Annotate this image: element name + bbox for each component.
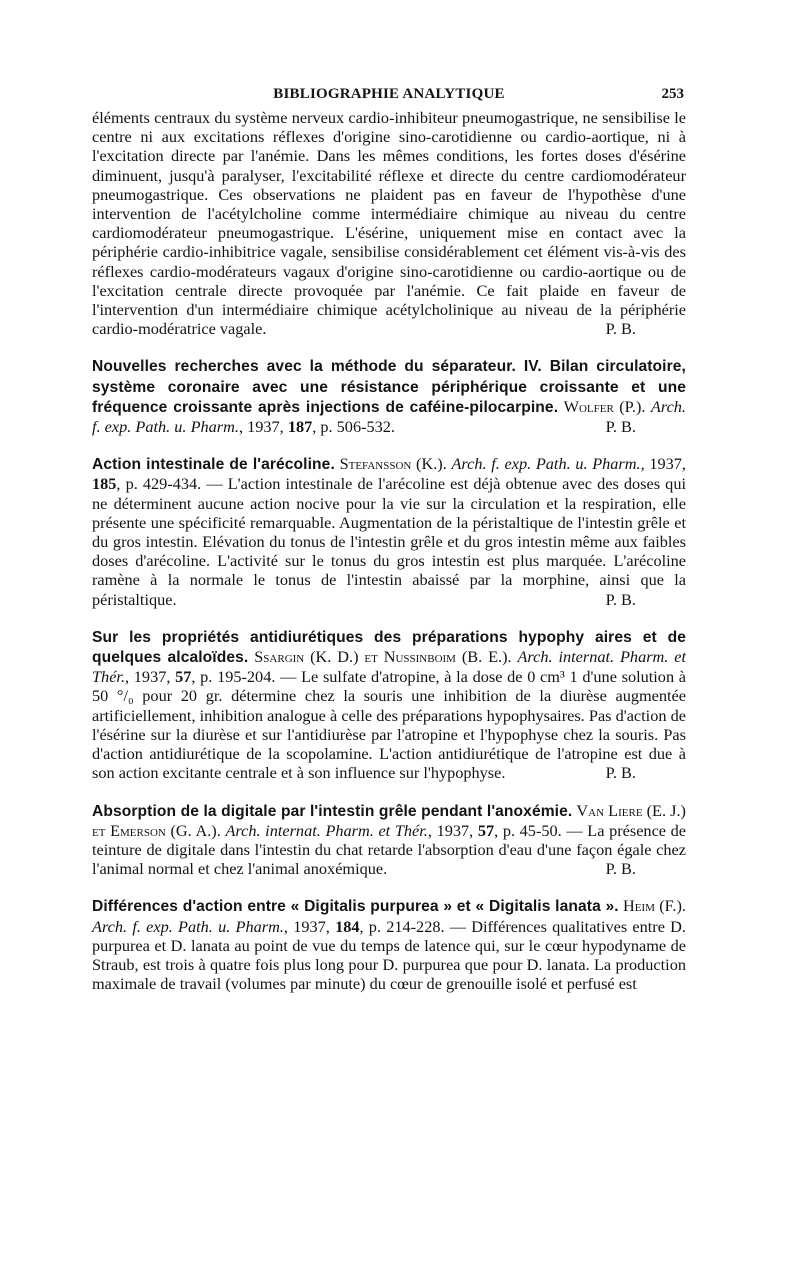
entry-volume: 187 xyxy=(287,417,313,437)
entry-year: , 1937, xyxy=(125,667,176,687)
entry-volume: 184 xyxy=(335,916,360,936)
entry-pages: , p. 214-228. xyxy=(359,916,445,936)
bibliography-entry xyxy=(92,896,686,993)
bibliography-entry xyxy=(92,801,686,879)
running-header xyxy=(92,82,686,106)
entry-title: Action intestinale de l'arécoline. xyxy=(92,456,335,474)
entry-volume: 57 xyxy=(175,667,192,687)
entry-pages: , p. 45-50. xyxy=(494,820,562,840)
running-title: BIBLIOGRAPHIE ANALYTIQUE xyxy=(273,86,505,102)
entry-title: Différences d'action entre « Digitalis purpurea » et « Digitalis lanata ». xyxy=(92,898,619,916)
entry-pages: , p. 506-532. xyxy=(312,417,395,437)
entry-journal: Arch. internat. Pharm. et Thér. xyxy=(225,820,428,840)
entry-authors: Ssargin (K. D.) et Nussinboim (B. E.). xyxy=(254,647,512,667)
entry-journal: Arch. internat. Pharm. et Thér. xyxy=(92,647,687,687)
entry-year: , 1937, xyxy=(427,820,478,840)
entry-journal: Arch. f. exp. Path. u. Pharm. xyxy=(451,454,641,474)
entry-signature: P. B. xyxy=(605,763,636,783)
entry-authors: Van Liere (E. J.) et Emerson (G. A.). xyxy=(92,800,686,840)
entry-year: , 1937, xyxy=(640,454,686,474)
page xyxy=(92,82,686,993)
bibliography-entry xyxy=(92,627,686,783)
entry-authors: Heim (F.). xyxy=(623,896,686,916)
entry-year: , 1937, xyxy=(283,916,336,936)
continuation-text: éléments centraux du système nerveux cardio-inhibiteur pneumogastrique, ne sensibilise le centre ni aux excitations réflexes d'origine sino-carotidienne ou cardio-aortique, ni à l'excitation directe par l'anémie. Dans les mêmes conditions, les fortes doses d'ésérine diminuent, jusqu'à paralyser, l'excitabilité réflexe et directe du centre cardiomodérateur pneumogastrique. Ces observations ne plaident pas en faveur de l'hypothèse d'une intervention de l'acétylcholine comme intermédiaire chimique au niveau du centre cardiomodérateur pneumogastrique. L'ésérine, uniquement mise en contact avec la périphérie cardio-inhibitrice vagale, sensibilise considérablement cet élément vis-à-vis des réflexes cardio-modérateurs vagaux d'origine sino-carotidienne ou cardio-aortique ou de l'excitation centrale directe provoquée par l'anémie. Ce fait plaide en faveur de l'intervention d'un intermédiaire chimique acétylcholinique au niveau de la périphérie cardio-modératrice vagale. xyxy=(92,108,686,339)
entry-pages: , p. 195-204. xyxy=(191,667,276,687)
entry-pages: , p. 429-434. xyxy=(116,474,202,494)
entry-body: — La présence de teinture de digitale dans l'intestin du chat retarde l'absorption d'eau d'une façon égale chez l'animal normal et chez l'animal anoxémique. xyxy=(92,820,687,879)
entry-title: Sur les propriétés antidiurétiques des préparations hypophy aires et de quelques alcaloïdes. xyxy=(92,628,686,667)
entry-authors: Wolfer (P.). xyxy=(563,396,646,416)
entry-year: , 1937, xyxy=(238,417,288,437)
entry-authors: Stefansson (K.). xyxy=(339,454,447,474)
entry-volume: 185 xyxy=(92,474,117,494)
entry-signature: P. B. xyxy=(605,589,636,609)
continuation-signature: P. B. xyxy=(605,319,636,339)
entry-signature: P. B. xyxy=(605,859,636,879)
bibliography-entry xyxy=(92,454,686,609)
entry-signature: P. B. xyxy=(605,417,636,437)
entry-title: Nouvelles recherches avec la méthode du séparateur. IV. Bilan circulatoire, système coronaire avec une résistance périphérique croissante et une fréquence croissante après injections de caféine-pilocarpine. xyxy=(92,358,686,416)
continuation-paragraph xyxy=(92,108,686,338)
entry-body: — L'action intestinale de l'arécoline est déjà obtenue avec des doses qui ne déterminent aucune action nocive pour la vie sur la circulation et la respiration, elle présente une spécificité remarquable. Augmentation de la péristaltique de l'intestin grêle et du gros intestin. Elévation du tonus de l'intestin grêle et du gros intestin même aux faibles doses d'arécoline. L'activité sur le tonus du gros intestin est plus marquée. L'arécoline ramène à la normale le tonus de l'intestin abaissé par la morphine, ainsi que la péristaltique. xyxy=(92,474,686,609)
entry-journal: Arch. f. exp. Path. u. Pharm. xyxy=(92,916,284,936)
entry-journal: Arch. f. exp. Path. u. Pharm. xyxy=(92,396,687,437)
page-number: 253 xyxy=(661,86,684,102)
entry-volume: 57 xyxy=(477,820,495,840)
entry-body: — Différences qualitatives entre D. purpurea et D. lanata au point de vue du temps de latence qui, sur le cœur hypodyname de Straub, est trois à quatre fois plus long pour D. purpurea que pour D. lanata. La production maximale de travail (volumes par minute) du cœur de grenouille isolé et perfusé est xyxy=(92,916,686,994)
entry-title: Absorption de la digitale par l'intestin grêle pendant l'anoxémie. xyxy=(92,802,573,820)
bibliography-entry xyxy=(92,356,686,436)
entry-body: — Le sulfate d'atropine, à la dose de 0 cm³ 1 d'une solution à 50 °/₀ pour 20 gr. détermine chez la souris une inhibition de la diurèse augmentée artificiellement, inhibition analogue à celle des préparations hypophysaires. Pas d'action de l'ésérine sur la diurèse et sur l'antidiurèse par l'atropine et l'hypophyse chez la souris. Pas d'action antidiurétique de la scopolamine. L'action antidiurétique de l'atropine est due à son action excitante centrale et à son influence sur l'hypophyse. xyxy=(92,667,686,783)
